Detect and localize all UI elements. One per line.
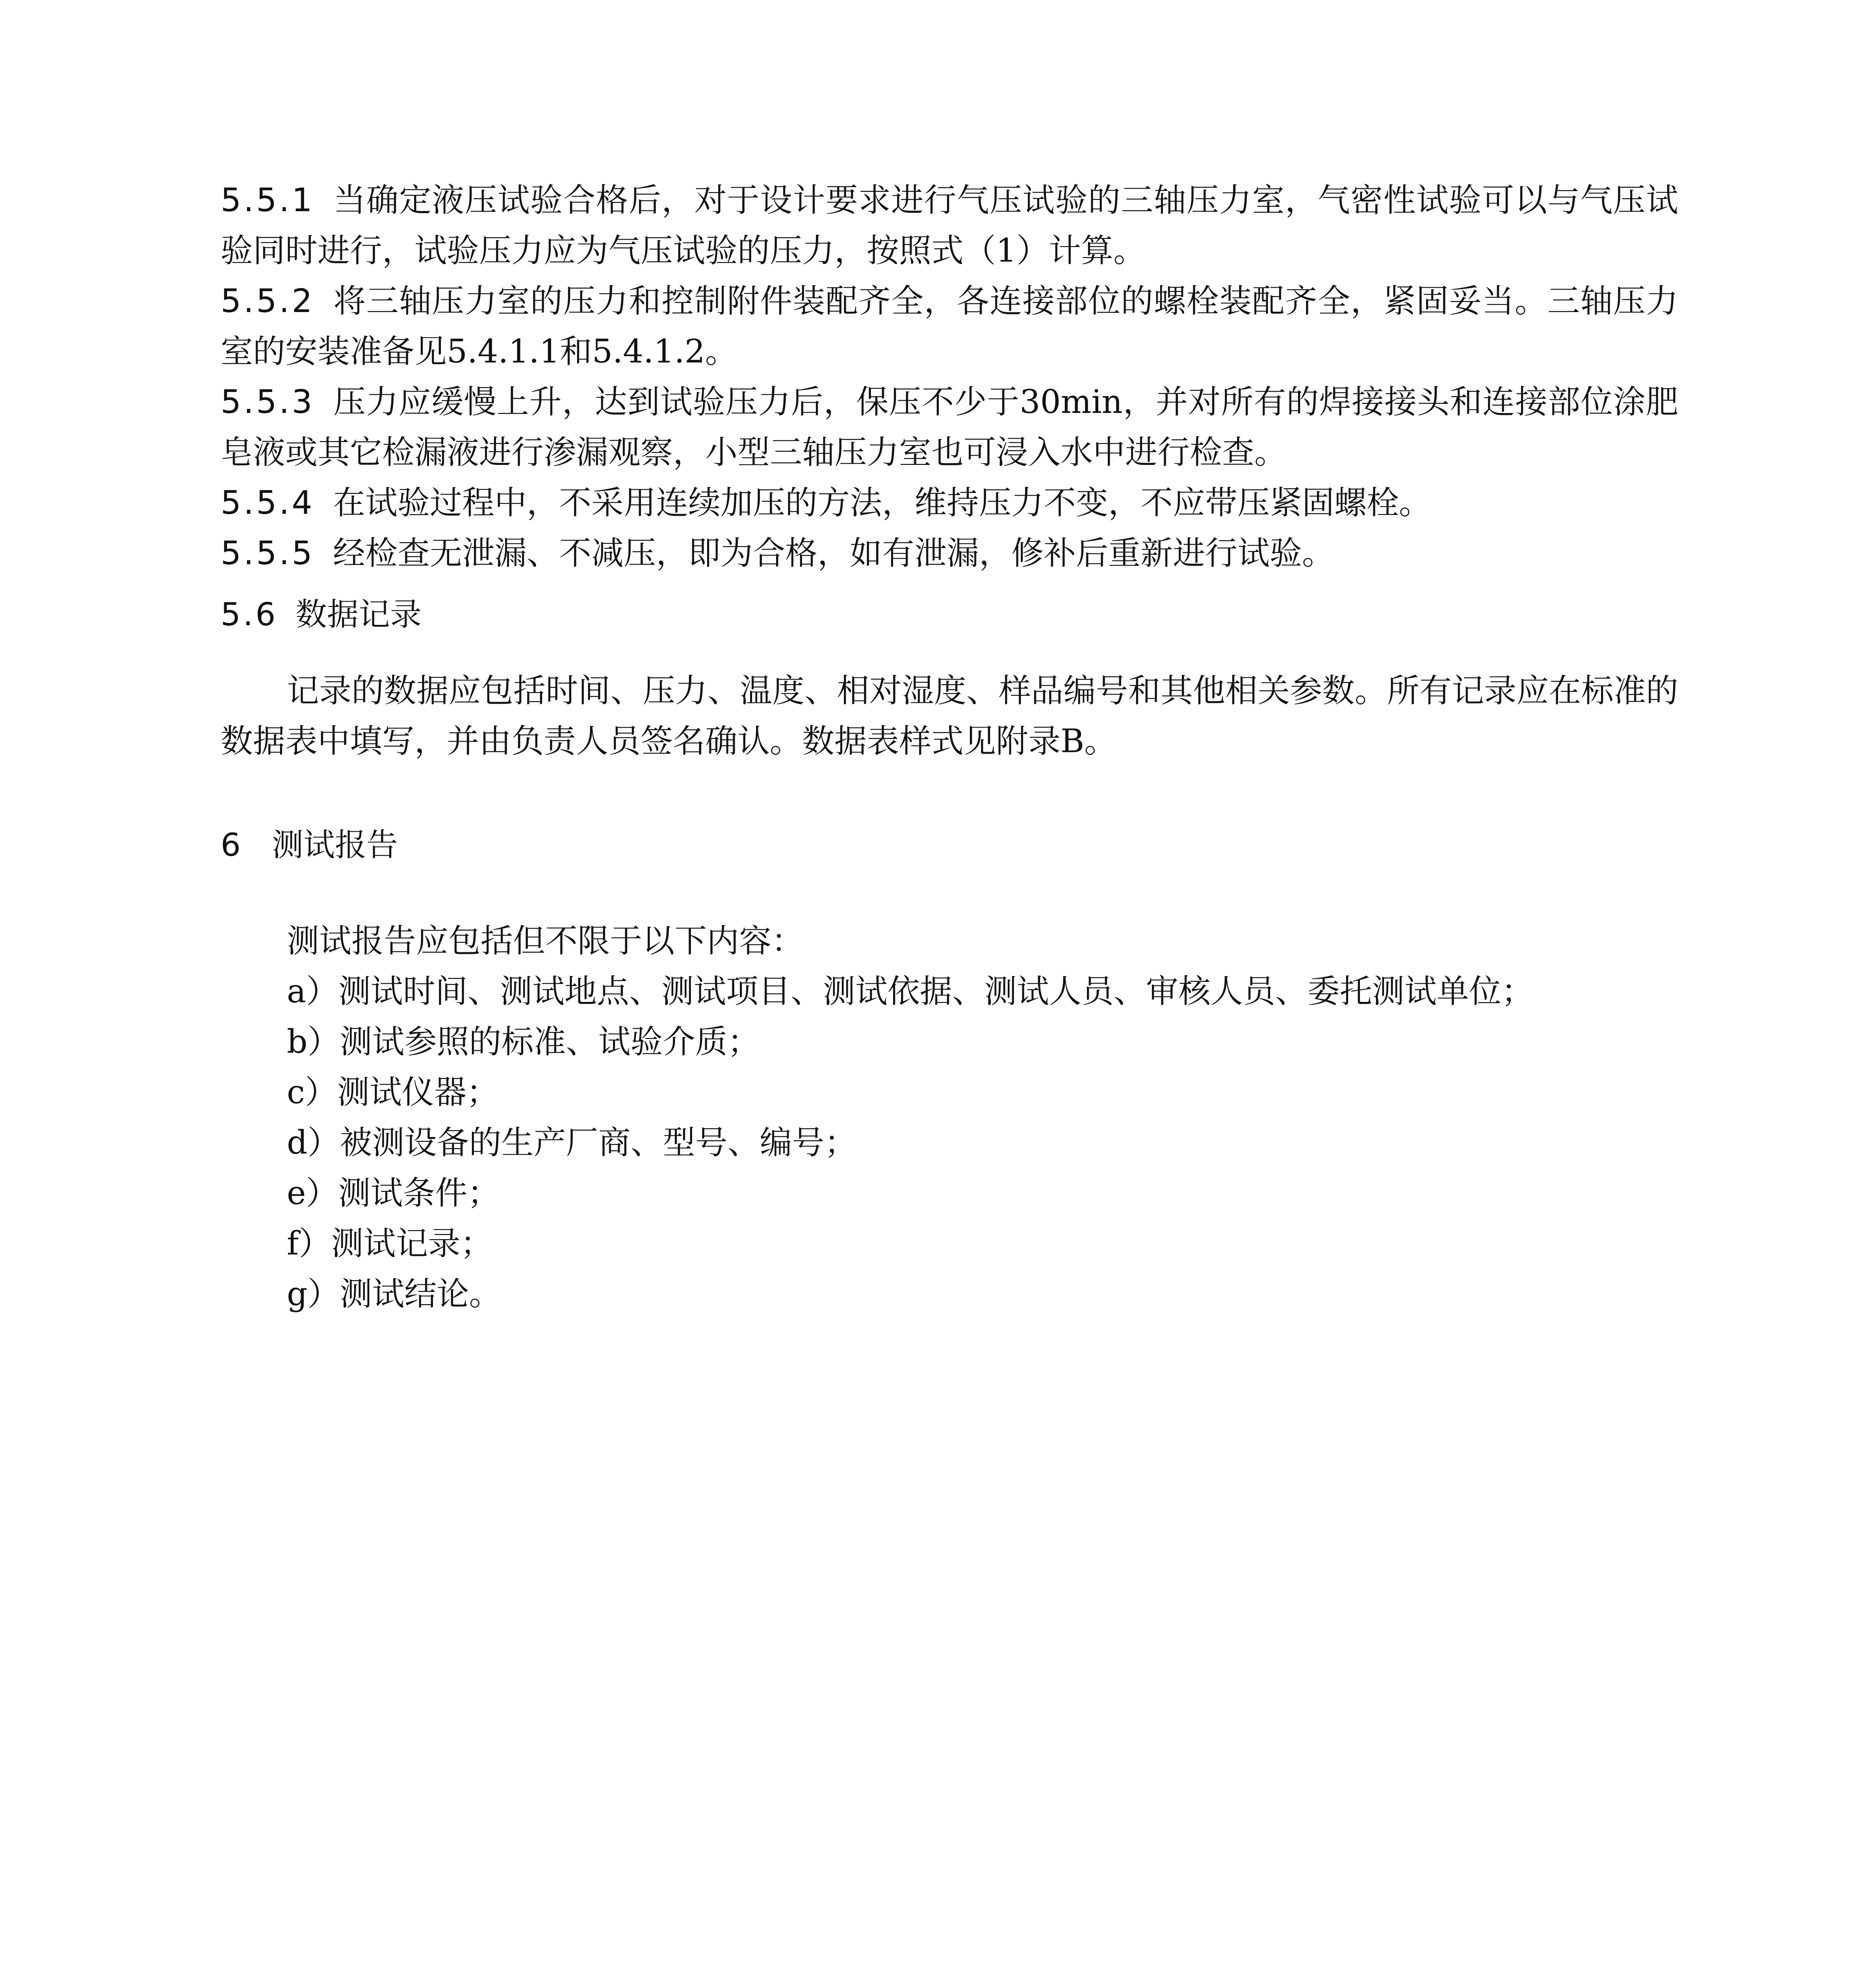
data-record-paragraph: 记录的数据应包括时间、压力、温度、相对湿度、样品编号和其他相关参数。所有记录应在标准的数据表中填写，并由负责人员签名确认。数据表样式见附录B。: [221, 672, 1678, 760]
clause-text: 经检查无泄漏、不减压，即为合格，如有泄漏，修补后重新进行试验。: [333, 535, 1335, 572]
section-6-body: [221, 916, 1678, 1320]
clause-number: 5.5.4: [221, 484, 315, 522]
section-title: 数据记录: [295, 596, 422, 633]
clause-5-5-5: [221, 528, 1678, 579]
section-number: 6: [221, 827, 243, 863]
clause-5-5-3: [221, 377, 1678, 478]
clause-text: 压力应缓慢上升，达到试验压力后，保压不少于30min，并对所有的焊接接头和连接部位涂肥皂液或其它检漏液进行渗漏观察，小型三轴压力室也可浸入水中进行检查。: [221, 383, 1678, 471]
section-title: 测试报告: [272, 827, 398, 863]
clause-5-5-1: [221, 175, 1678, 276]
list-item: g）测试结论。: [287, 1275, 502, 1313]
list-item: c）测试仪器；: [287, 1074, 499, 1111]
list-item: e）测试条件；: [287, 1175, 500, 1212]
clause-text: 当确定液压试验合格后，对于设计要求进行气压试验的三轴压力室，气密性试验可以与气压试验同时进行，试验压力应为气压试验的压力，按照式（1）计算。: [221, 182, 1678, 269]
section-6-heading: [221, 821, 1678, 869]
list-item: b）测试参照的标准、试验介质；: [287, 1023, 760, 1061]
clause-number: 5.5.5: [221, 535, 315, 572]
section-heading: [221, 821, 1678, 869]
clause-number: 5.5.2: [221, 282, 315, 320]
list-item: f）测试记录；: [287, 1225, 493, 1262]
clause-text: 将三轴压力室的压力和控制附件装配齐全，各连接部位的螺栓装配齐全，紧固妥当。三轴压力室的安装准备见5.4.1.1和5.4.1.2。: [221, 282, 1678, 370]
clause-5-5-2: [221, 276, 1678, 377]
section-heading: [221, 591, 1678, 638]
section-5-5-clauses: [221, 175, 1678, 579]
clause-number: 5.5.3: [221, 383, 315, 421]
section-5-6-heading: [221, 591, 1678, 638]
list-item: d）被测设备的生产厂商、型号、编号；: [287, 1124, 857, 1162]
clause-number: 5.5.1: [221, 182, 315, 219]
report-intro: 测试报告应包括但不限于以下内容：: [287, 922, 804, 960]
section-number: 5.6: [221, 596, 278, 633]
list-item: a）测试时间、测试地点、测试项目、测试依据、测试人员、审核人员、委托测试单位；: [287, 973, 1534, 1010]
section-5-6-body: [221, 666, 1678, 767]
clause-text: 在试验过程中，不采用连续加压的方法，维持压力不变，不应带压紧固螺栓。: [333, 484, 1432, 522]
clause-5-5-4: [221, 478, 1678, 528]
